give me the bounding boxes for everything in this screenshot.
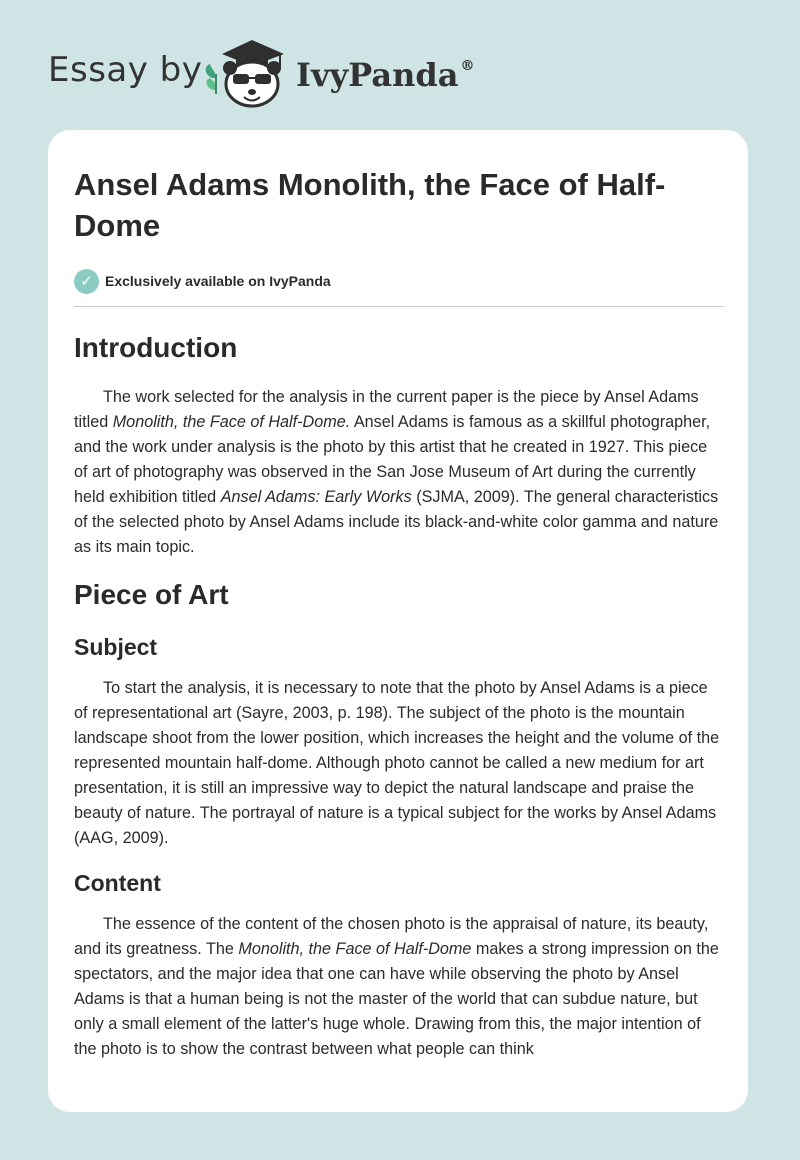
paragraph-subject: To start the analysis, it is necessary to note that the photo by Ansel Adams is a piece of representational art (Sayre, 2003, p. 198). The subject of the photo is the mountain landscape shoot from the lower position, which increases the height and the volume of the represented mountain half-dome. Although photo cannot be called a new medium for art presentation, it is still an impressive way to depict the natural landscape and praise the beauty of nature. The portrayal of nature is a typical subject for the works by Ansel Adams (AAG, 2009).	[74, 679, 720, 847]
paragraph-content: The essence of the content of the chosen photo is the appraisal of nature, its beauty, and its greatness. The Monolith, the Face of Half-Dome makes a strong impression on the spectators, and the major idea that one can have while observing the photo by Ansel Adams is that a human being is not the master of the world that can subdue nature, but only a small element of the latter's huge whole. Drawing from this, the major intention of the photo is to show the contrast between what people can think	[74, 915, 719, 1058]
brand-name-text: IvyPanda	[296, 56, 459, 94]
ivy-leaf-icon	[206, 64, 217, 94]
exclusive-badge	[74, 268, 724, 294]
panda-graduate-icon[interactable]	[200, 34, 300, 110]
brand-name[interactable]	[296, 56, 474, 94]
essay-title: Ansel Adams Monolith, the Face of Half-Dome	[74, 167, 666, 243]
heading-content: Content	[74, 870, 161, 896]
divider	[74, 306, 724, 307]
essay-by-label: Essay by	[48, 50, 203, 90]
site-header	[0, 0, 800, 128]
heading-piece-of-art: Piece of Art	[74, 579, 229, 610]
heading-subject: Subject	[74, 634, 158, 660]
essay-card	[48, 130, 748, 1112]
check-icon: ✓	[74, 269, 99, 294]
registered-mark: ®	[460, 58, 475, 74]
exclusive-badge-text: Exclusively available on IvyPanda	[105, 273, 331, 289]
paragraph-introduction: The work selected for the analysis in the current paper is the piece by Ansel Adams titled Monolith, the Face of Half-Dome. Ansel Adams is famous as a skillful photographer, and the work under analysis is the photo by this artist that he created in 1927. This piece of art of photography was observed in the San Jose Museum of Art during the currently held exhibition titled Ansel Adams: Early Works (SJMA, 2009). The general characteristics of the selected photo by Ansel Adams include its black-and-white color gamma and nature as its main topic.	[74, 388, 719, 556]
essay-content	[74, 164, 724, 1062]
heading-introduction: Introduction	[74, 332, 238, 363]
